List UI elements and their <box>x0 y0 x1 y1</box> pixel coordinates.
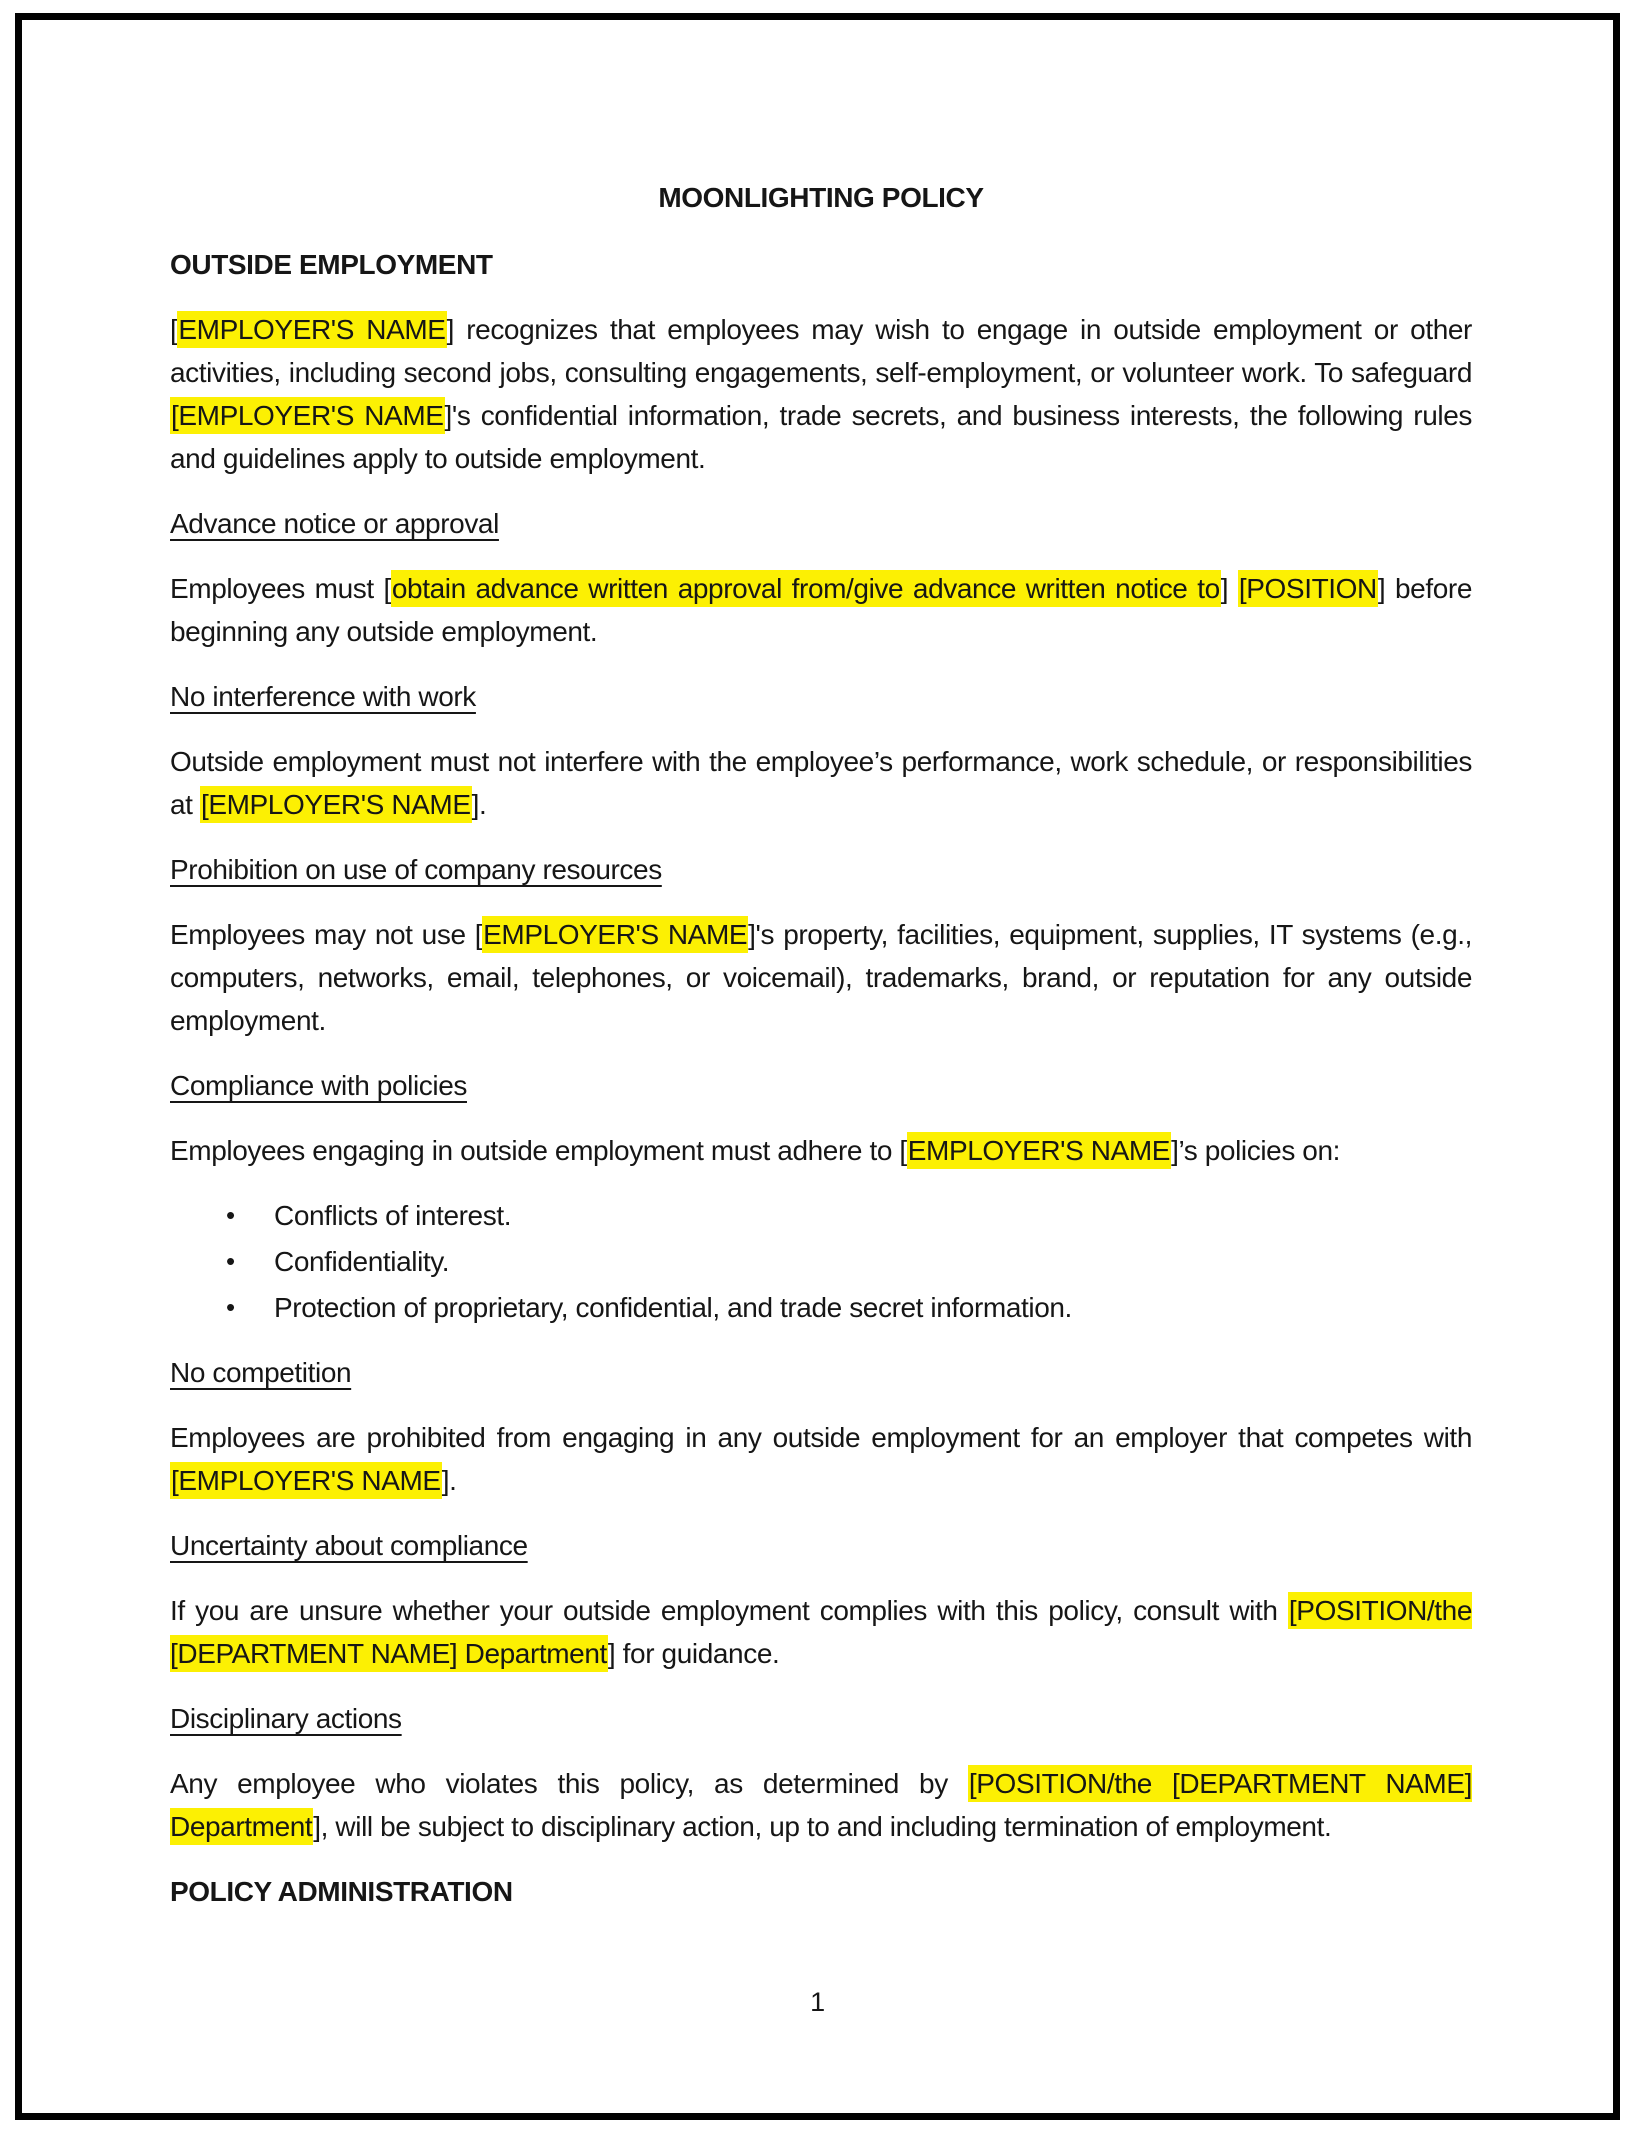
placeholder-highlight: EMPLOYER'S NAME <box>482 916 748 953</box>
list-item <box>170 1286 1472 1329</box>
document-body <box>170 176 1472 1935</box>
section-heading: Uncertainty about compliance <box>170 1530 528 1561</box>
list-item <box>170 1240 1472 1283</box>
text-run: ]. <box>471 789 487 820</box>
paragraph <box>170 1762 1472 1848</box>
section-heading: Disciplinary actions <box>170 1703 402 1734</box>
placeholder-highlight: EMPLOYER'S NAME <box>177 311 446 348</box>
text-run: Employees are prohibited from engaging in any outside employment for an employer that competes with <box>170 1422 1472 1453</box>
section-heading: Prohibition on use of company resources <box>170 854 662 885</box>
text-run: If you are unsure whether your outside employment complies with this policy, consult with <box>170 1595 1288 1626</box>
text-run: Employees engaging in outside employment must adhere to [ <box>170 1135 907 1166</box>
text-run: ]. <box>441 1465 457 1496</box>
placeholder-highlight: [POSITION/the [DEPARTMENT NAME] Department <box>170 1765 1472 1845</box>
section-heading: No interference with work <box>170 681 476 712</box>
bullet-icon: • <box>226 1200 235 1230</box>
placeholder-highlight: [POSITION/the [DEPARTMENT NAME] Department <box>170 1592 1472 1672</box>
text-run: Outside employment must not interfere with the employee’s performance, work schedule, or responsibilities at <box>170 746 1472 820</box>
placeholder-highlight: EMPLOYER'S NAME <box>907 1132 1171 1169</box>
placeholder-highlight: [EMPLOYER'S NAME <box>170 1462 442 1499</box>
page-number: 1 <box>810 1987 825 2017</box>
placeholder-highlight: [POSITION <box>1238 570 1378 607</box>
list-item-text: Confidentiality. <box>274 1246 450 1277</box>
bullet-list <box>170 1194 1472 1329</box>
list-item-text: Protection of proprietary, confidential, and trade secret information. <box>274 1292 1072 1323</box>
bullet-icon: • <box>226 1292 235 1322</box>
paragraph <box>170 913 1472 1042</box>
text-run: ] recognizes that employees may wish to engage in outside employment or other activities, including second jobs, consulting engagements, self-employment, or volunteer work. To safeguard <box>170 314 1472 388</box>
text-run: ]’s policies on: <box>1171 1135 1341 1166</box>
list-item-text: Conflicts of interest. <box>274 1200 512 1231</box>
section-heading: No competition <box>170 1357 352 1388</box>
text-run: ]'s property, facilities, equipment, supplies, IT systems (e.g., computers, networks, email, telephones, or voicemail), trademarks, brand, or reputation for any outside employment. <box>170 919 1473 1036</box>
paragraph <box>170 567 1472 653</box>
text-run: Employees must [ <box>170 573 391 604</box>
paragraph <box>170 308 1472 480</box>
section-heading: POLICY ADMINISTRATION <box>170 1876 513 1907</box>
text-run: ] <box>1220 573 1238 604</box>
bullet-icon: • <box>226 1246 235 1276</box>
text-run: ] before beginning any outside employment. <box>170 573 1472 647</box>
text-run: ], will be subject to disciplinary action, up to and including termination of employment. <box>313 1811 1332 1842</box>
text-run: [ <box>170 314 178 345</box>
list-item <box>170 1194 1472 1237</box>
text-run: ]'s confidential information, trade secrets, and business interests, the following rules and guidelines apply to outside employment. <box>170 400 1472 474</box>
paragraph <box>170 740 1472 826</box>
text-run: Employees may not use [ <box>170 919 483 950</box>
paragraph <box>170 1589 1472 1675</box>
section-heading: Compliance with policies <box>170 1070 467 1101</box>
paragraph <box>170 1416 1472 1502</box>
paragraph <box>170 1129 1472 1172</box>
text-run: ] for guidance. <box>607 1638 780 1669</box>
document-title: MOONLIGHTING POLICY <box>658 182 984 213</box>
placeholder-highlight: [EMPLOYER'S NAME <box>200 786 472 823</box>
section-heading: OUTSIDE EMPLOYMENT <box>170 249 493 280</box>
text-run: Any employee who violates this policy, as determined by <box>170 1768 968 1799</box>
placeholder-highlight: [EMPLOYER'S NAME <box>170 397 445 434</box>
section-heading: Advance notice or approval <box>170 508 499 539</box>
page <box>15 13 1620 2120</box>
placeholder-highlight: obtain advance written approval from/give advance written notice to <box>391 570 1221 607</box>
